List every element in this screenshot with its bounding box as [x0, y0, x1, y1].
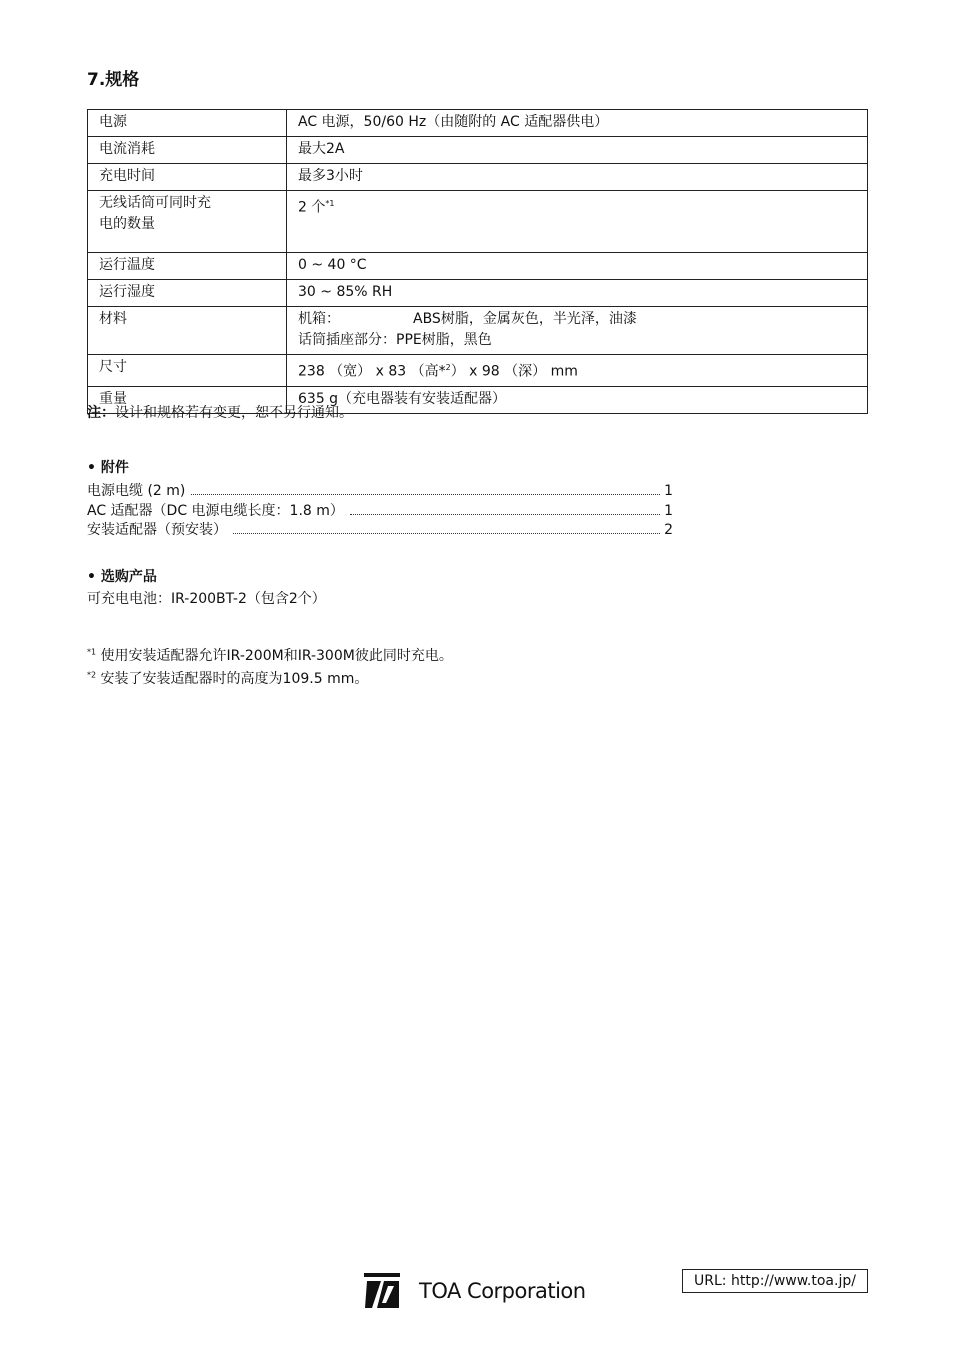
website-url[interactable]: URL: http://www.toa.jp/: [682, 1269, 868, 1293]
footnote-text: 安装了安装适配器时的高度为109.5 mm。: [100, 671, 369, 687]
spec-label: 运行温度: [88, 253, 287, 280]
company-logo: [364, 1273, 586, 1309]
footnote-mark: *1: [325, 199, 335, 208]
spec-value-line: [298, 309, 857, 330]
spec-value: 0 ~ 40 °C: [287, 253, 868, 280]
list-item: [87, 480, 673, 500]
accessories-heading: • 附件: [87, 460, 129, 476]
footnote: [87, 645, 453, 665]
spec-label: 重量: [88, 386, 287, 413]
spec-value-part: 238 （宽） x 83 （高*: [298, 363, 446, 380]
change-notice: [87, 402, 353, 422]
spec-label-line: 电的数量: [99, 216, 155, 232]
dot-leader: [350, 514, 660, 515]
spec-label: 充电时间: [88, 164, 287, 191]
spec-row-dimensions: [88, 355, 868, 387]
spec-row-material: [88, 307, 868, 355]
spec-row-temperature: [88, 253, 868, 280]
accessory-qty: 1: [664, 483, 673, 499]
spec-label: 电源: [88, 110, 287, 137]
spec-value: 30 ~ 85% RH: [287, 280, 868, 307]
spec-value: 最多3小时: [287, 164, 868, 191]
spec-label: 尺寸: [88, 355, 287, 387]
spec-row-charge-count: [88, 191, 868, 253]
spec-value-part: ABS树脂，金属灰色，半光泽，油漆: [413, 311, 637, 327]
spec-row-humidity: [88, 280, 868, 307]
optional-heading: • 选购产品: [87, 569, 157, 585]
spec-value-text: 2 个: [298, 199, 326, 216]
footnote-mark: 2: [445, 363, 451, 372]
spec-label: [88, 191, 287, 253]
spec-label: 材料: [88, 307, 287, 355]
spec-value: 635 g（充电器装有安装适配器）: [287, 386, 868, 413]
spec-value: [287, 355, 868, 387]
spec-value-line: 话筒插座部分：PPE树脂，黑色: [298, 332, 492, 348]
page-title: 7.规格: [87, 70, 140, 90]
dot-leader: [233, 533, 660, 534]
footnote: [87, 668, 368, 688]
note-text: 设计和规格若有变更，恕不另行通知。: [115, 405, 353, 421]
spec-label: 电流消耗: [88, 137, 287, 164]
toa-logo-icon: [364, 1273, 400, 1309]
accessories-list: [87, 480, 673, 539]
footnote-text: 使用安装适配器允许IR-200M和IR-300M彼此同时充电。: [100, 648, 453, 664]
spec-value-part: 机箱：: [298, 311, 340, 327]
spec-label: 运行湿度: [88, 280, 287, 307]
accessory-name: AC 适配器（DC 电源电缆长度：1.8 m）: [87, 502, 344, 519]
spec-value: [287, 307, 868, 355]
optional-item: 可充电电池：IR-200BT-2（包含2个）: [87, 591, 326, 607]
list-item: [87, 500, 673, 520]
footnote-mark: *1: [87, 647, 97, 657]
accessory-qty: 2: [664, 522, 673, 538]
accessory-name: 电源电缆 (2 m): [87, 483, 186, 499]
spec-row-charge-time: [88, 164, 868, 191]
spec-label-line: 无线话筒可同时充: [99, 195, 211, 211]
spec-table: [87, 109, 868, 414]
spec-value: AC 电源，50/60 Hz（由随附的 AC 适配器供电）: [287, 110, 868, 137]
footnote-mark: *2: [87, 670, 97, 680]
accessory-qty: 1: [664, 502, 673, 519]
spec-value-part: ） x 98 （深） mm: [450, 363, 578, 380]
dot-leader: [191, 494, 660, 495]
spec-value: 最大2A: [287, 137, 868, 164]
spec-row-current: [88, 137, 868, 164]
note-prefix: 注：: [87, 405, 115, 421]
company-name: TOA Corporation: [419, 1279, 586, 1303]
spec-row-power: [88, 110, 868, 137]
spec-value: [287, 191, 868, 253]
accessory-name: 安装适配器（预安装）: [87, 522, 227, 538]
list-item: [87, 519, 673, 539]
